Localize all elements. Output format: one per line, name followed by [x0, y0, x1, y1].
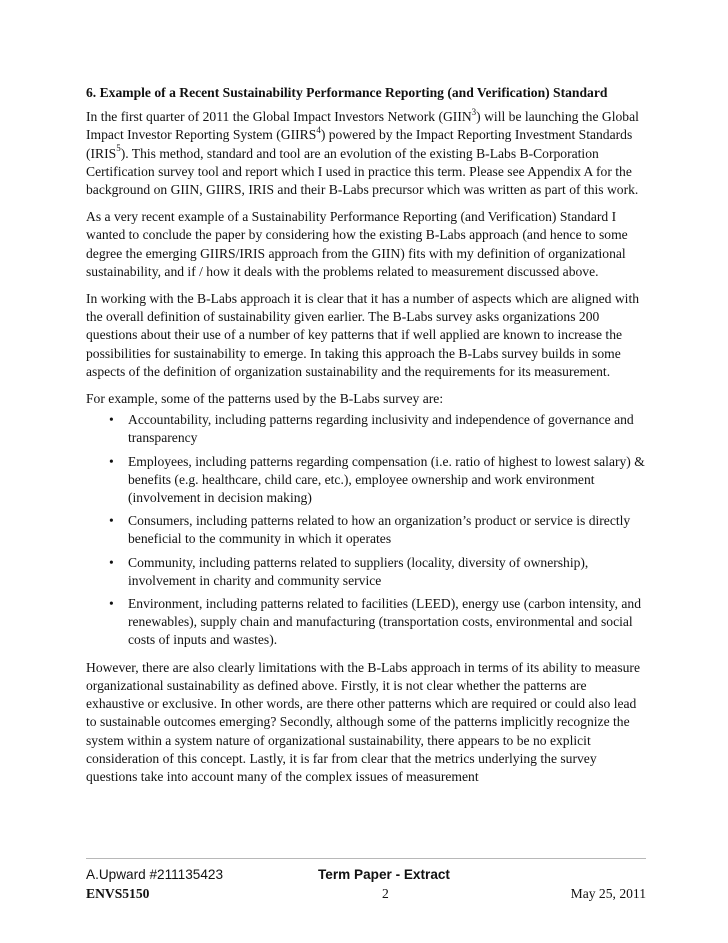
footer-date: May 25, 2011	[570, 886, 646, 901]
paragraph-intro-text-3: ) powered by the Impact Reporting Investment Standards (IRIS	[86, 127, 633, 161]
footnote-ref-4[interactable]: 4	[316, 124, 321, 135]
paragraph-example: As a very recent example of a Sustainability Performance Reporting (and Verification) Standard I wanted to conclude the paper by considering how the existing B-Labs approach (and hence to some degree the emerging GIIRS/IRIS approach from the GIIN) fits with my definition of organizational sustainability, and if / how it deals with the problems related to measurement discussed above.	[86, 209, 628, 279]
list-item	[86, 595, 646, 650]
list-item-text: Employees, including patterns regarding compensation (i.e. ratio of highest to lowest salary) & benefits (e.g. healthcare, child care, etc.), employee ownership and work environment (involvement in decision making)	[128, 453, 645, 506]
list-item-text: Community, including patterns related to suppliers (locality, diversity of ownership), involvement in charity and community service	[128, 554, 589, 588]
paragraph-patterns-intro: For example, some of the patterns used by the B-Labs survey are:	[86, 391, 444, 407]
footer-divider	[86, 858, 646, 859]
bullet-icon: •	[109, 453, 114, 469]
bullet-icon: •	[109, 412, 114, 428]
paragraph-intro-text-1: In the first quarter of 2011 the Global Impact Investors Network (GIIN	[86, 109, 472, 125]
patterns-list	[86, 411, 646, 649]
page-footer	[86, 858, 646, 905]
footer-course: ENVS5150	[86, 886, 150, 901]
footer-author: A.Upward #211135423	[86, 867, 224, 882]
paragraph-blabs-approach: In working with the B-Labs approach it is clear that it has a number of aspects which are aligned with the overall definition of sustainability given earlier. The B-Labs survey asks organizations 200 questions about their use of a number of key patterns that if well applied are known to increase the possibilities for sustainability to emerge. In taking this approach the B-Labs survey builds in some aspects of the definition of organization sustainability and the requirements for its measurement.	[86, 291, 640, 379]
paragraph-limitations: However, there are also clearly limitations with the B-Labs approach in terms of its ability to measure organizational sustainability as defined above. Firstly, it is not clear whether the patterns are exhaustive or exclusive. In other words, are there other patterns which are required or could also lead to sustainable outcomes emerging? Secondly, although some of the patterns implicitly recognize the system within a system nature of organizational sustainability, there appears to be no explicit consideration of this concept. Lastly, it is far from clear that the metrics underlying the survey questions take into account many of the complex issues of measurement	[86, 659, 640, 784]
bullet-icon: •	[109, 554, 114, 570]
footnote-ref-3[interactable]: 3	[471, 106, 477, 117]
paragraph-intro-text-4: ). This method, standard and tool are an evolution of the existing B-Labs B-Corporation Certification survey tool and report which I used in practice this term. Please see Appendix A for the background on GIIN, GIIRS, IRIS and their B-Labs precursor which was written as part of this work.	[86, 145, 639, 198]
list-item	[86, 554, 646, 590]
footer-title: Term Paper - Extract	[318, 867, 450, 882]
list-item	[86, 411, 646, 447]
bullet-icon: •	[109, 596, 114, 612]
list-item	[86, 512, 646, 548]
list-item	[86, 453, 646, 508]
list-item-text: Consumers, including patterns related to how an organization’s product or service is directly beneficial to the community in which it operates	[128, 513, 631, 547]
bullet-icon: •	[109, 513, 114, 529]
paragraph-intro	[86, 108, 646, 199]
list-item-text: Accountability, including patterns regarding inclusivity and independence of governance and transparency	[128, 412, 634, 446]
list-item-text: Environment, including patterns related to facilities (LEED), energy use (carbon intensity, and renewables), supply chain and manufacturing (transportation costs, environmental and social costs of inputs and wastes).	[128, 596, 642, 648]
paragraph-intro-text-2: ) will be launching the Global Impact Investor Reporting System (GIIRS	[86, 109, 639, 143]
footnote-ref-5[interactable]: 5	[116, 143, 121, 154]
section-heading: 6. Example of a Recent Sustainability Performance Reporting (and Verification) Standard	[86, 85, 608, 100]
footer-page-number: 2	[382, 886, 389, 901]
document-body	[86, 84, 646, 795]
